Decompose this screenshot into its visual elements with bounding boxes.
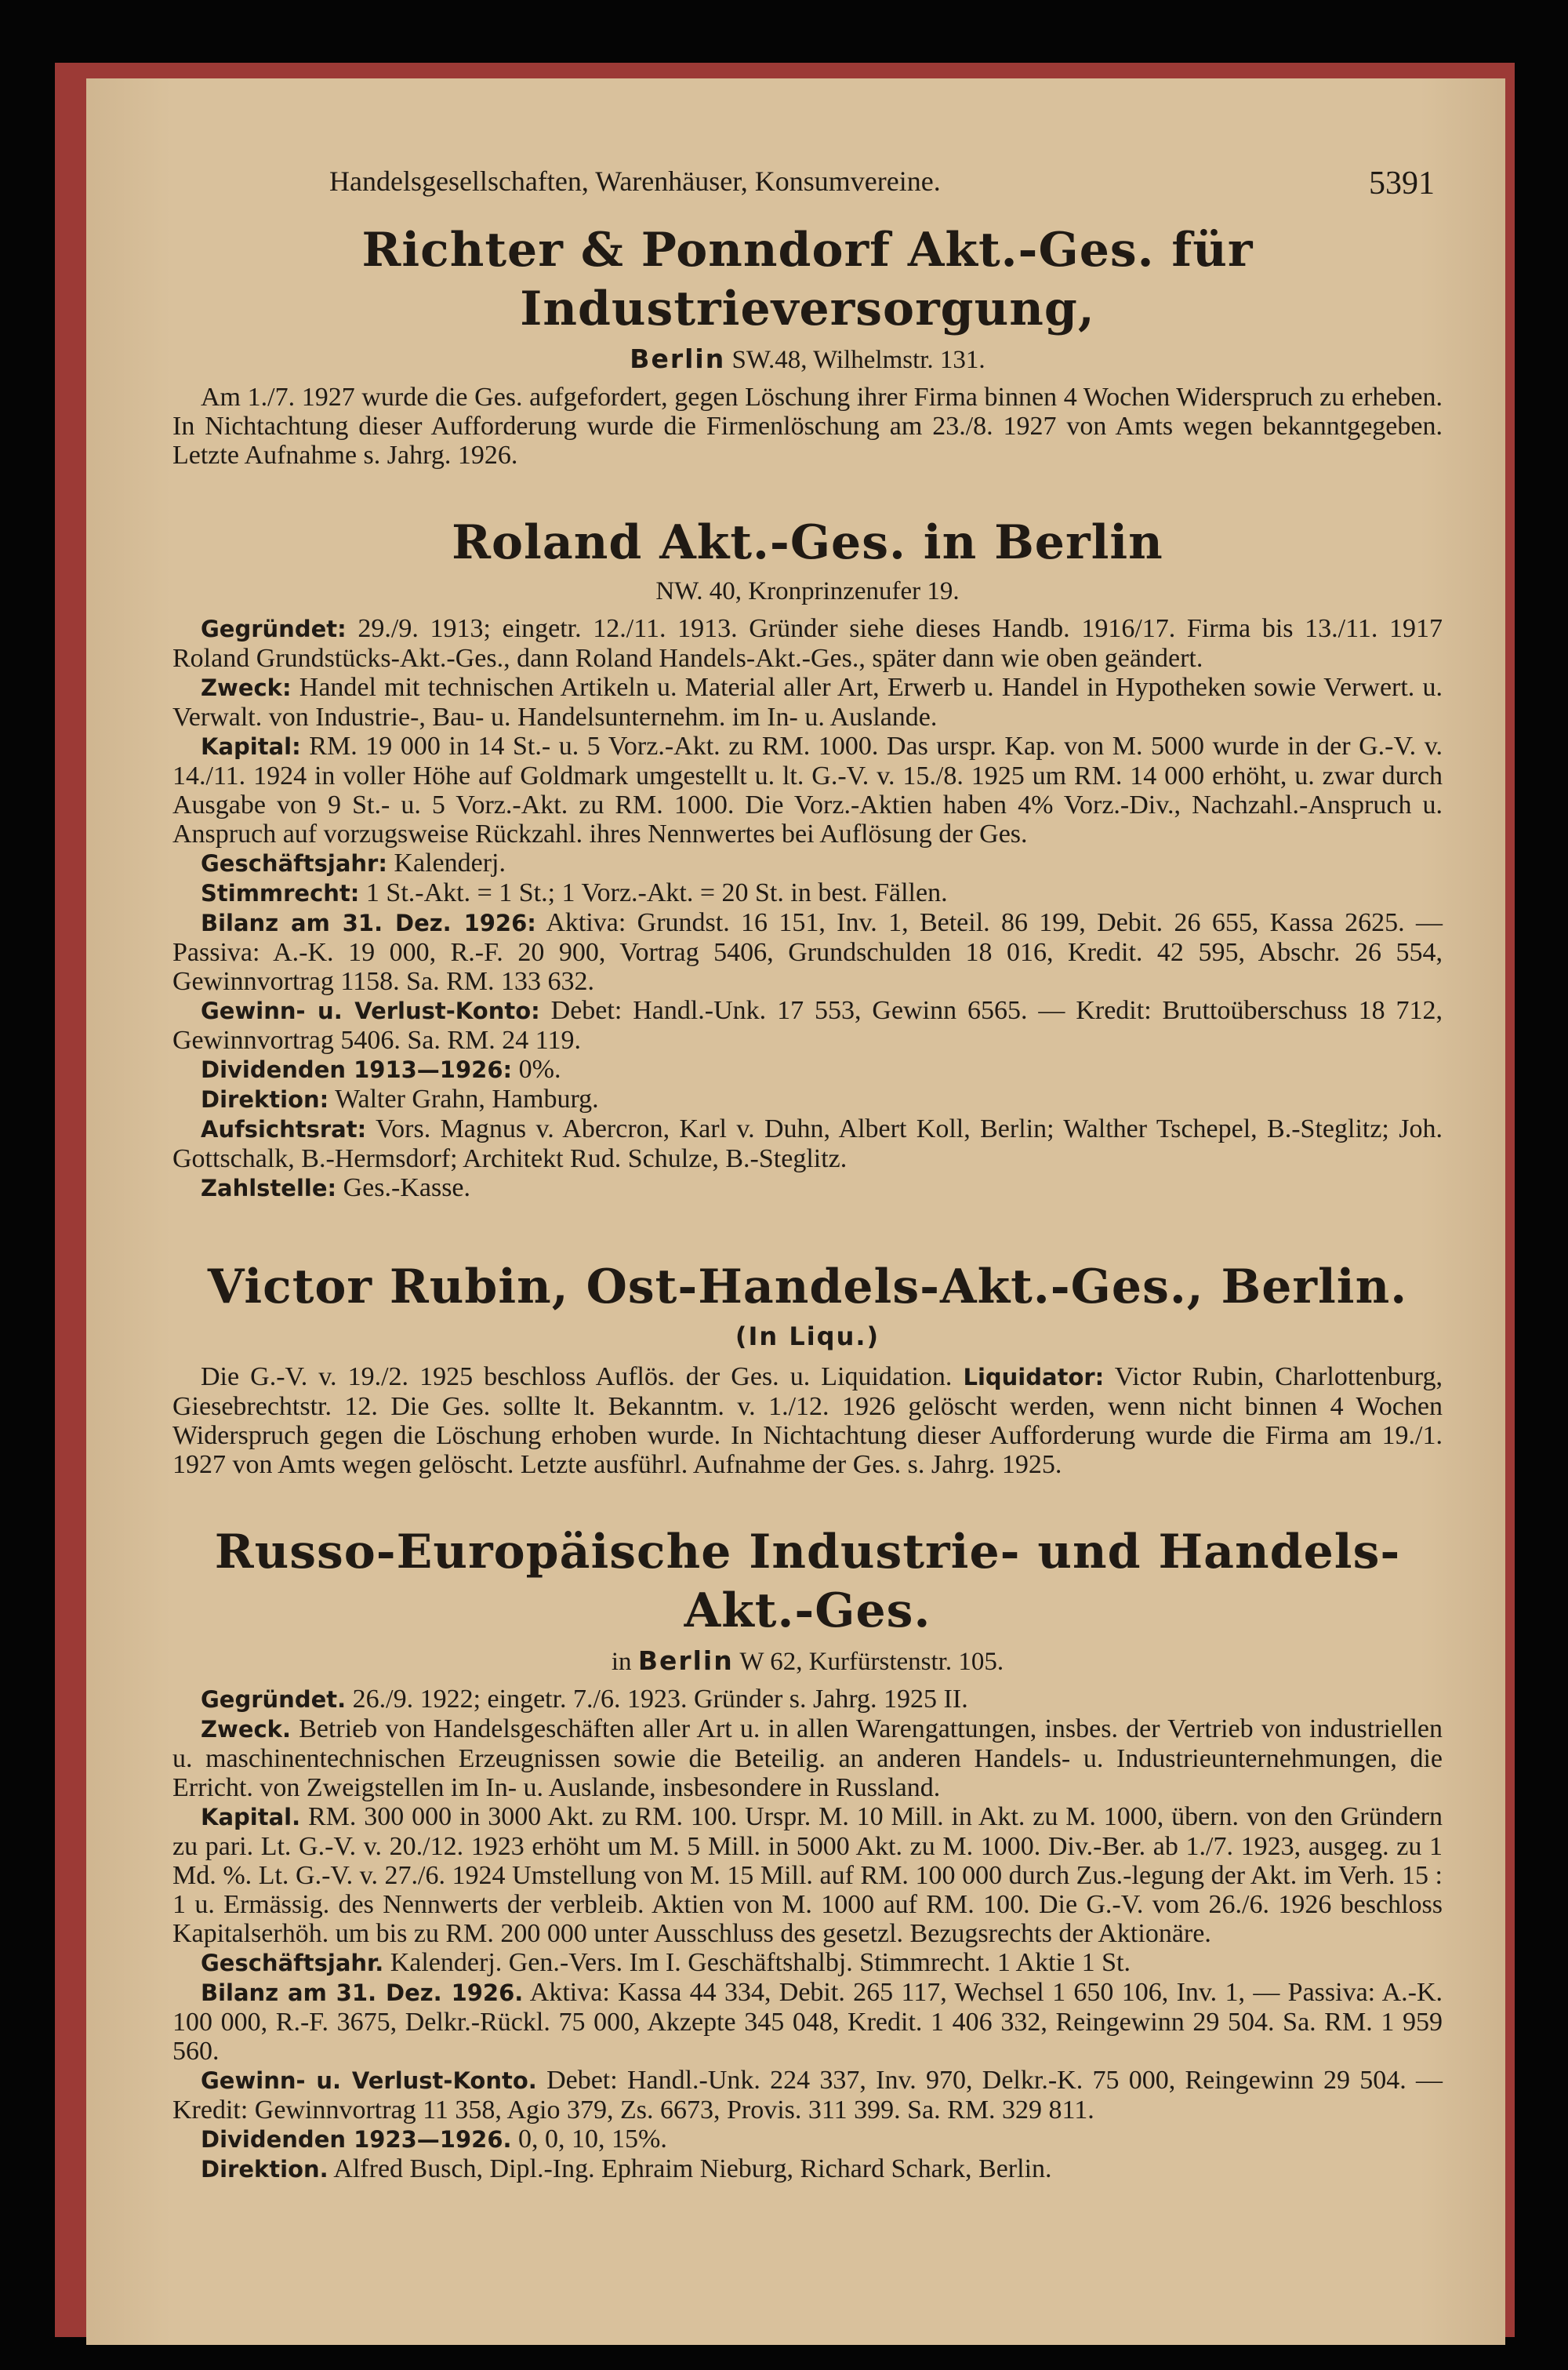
paragraph-key: Direktion. <box>201 2156 328 2183</box>
paragraph-text: 29./9. 1913; eingetr. 12./11. 1913. Gründer siehe dieses Handb. 1916/17. Firma bis 13./11. 1917 Roland Grundstücks-Akt.-Ges., dann Roland Handels-Akt.-Ges., später dann wie oben geändert. <box>172 614 1443 673</box>
paragraph-key: Gewinn- u. Verlust-Konto. <box>201 2067 537 2094</box>
entry-title: Victor Rubin, Ost-Handels-Akt.-Ges., Berlin. <box>207 1260 1408 1314</box>
paragraph-text: Betrieb von Handelsgeschäften aller Art u. in allen Warengattungen, insbes. der Vertrieb von industriellen u. maschinentechnischen Erzeugnissen sowie die Beteilig. an anderen Handels- u. Industrieunternehmungen, die Erricht. von Zweigstellen im In- u. Auslande, insbesondere in Russland. <box>172 1714 1443 1802</box>
paragraph-text: 0, 0, 10, 15%. <box>518 2125 667 2154</box>
paragraph-text: Ges.-Kasse. <box>343 1173 471 1202</box>
paragraph-text: Walter Grahn, Hamburg. <box>335 1085 599 1114</box>
paragraph-key: Gegründet. <box>201 1686 347 1713</box>
paragraph-key: Dividenden 1923—1926. <box>201 2126 512 2153</box>
paragraph-key: Geschäftsjahr. <box>201 1950 384 1976</box>
paragraph-key: Gewinn- u. Verlust-Konto: <box>201 998 540 1024</box>
entry-paragraph <box>172 673 1443 732</box>
paragraph-text: 1 St.-Akt. = 1 St.; 1 Vorz.-Akt. = 20 St. in best. Fällen. <box>365 878 948 907</box>
paragraph-text: Aktiva: Grundst. 16 151, Inv. 1, Beteil. 86 199, Debit. 26 655, Kassa 2625. — Passiva: A.-K. 19 000, R.-F. 20 900, Vortrag 5406, Grundschulden 18 016, Kredit. 42 595, Abschr. 26 554, Gewinnvortrag 1158. Sa. RM. 133 632. <box>172 908 1443 996</box>
text-start: Die G.-V. v. 19./2. 1925 beschloss Auflös. der Ges. u. Liquidation. <box>201 1362 953 1391</box>
entry-paragraph <box>172 1948 1443 1978</box>
entry-address: NW. 40, Kronprinzenufer 19. <box>655 577 960 605</box>
paragraph-key: Bilanz am 31. Dez. 1926. <box>201 1979 524 2006</box>
paragraph-text: Alfred Busch, Dipl.-Ing. Ephraim Nieburg, Richard Schark, Berlin. <box>333 2154 1052 2183</box>
book-page <box>86 78 1505 2345</box>
paragraph-key: Stimmrecht: <box>201 880 360 907</box>
paragraph-key: Kapital. <box>201 1804 301 1830</box>
entry-victor-rubin <box>172 1258 1443 1479</box>
entry-russo-europaeische <box>172 1523 1443 2184</box>
paragraph-key: Direktion: <box>201 1086 329 1113</box>
entry-text: Am 1./7. 1927 wurde die Ges. aufgefordert, gegen Löschung ihrer Firma binnen 4 Wochen Widerspruch zu erheben. In Nichtachtung dieser Aufforderung wurde die Firmenlöschung am 23./8. 1927 von Amts wegen bekanntgegeben. Letzte Aufnahme s. Jahrg. 1926. <box>172 383 1443 470</box>
page-number: 5391 <box>1369 165 1435 202</box>
city-prefix: in <box>611 1648 632 1676</box>
liquidation-status: (In Liqu.) <box>735 1321 880 1351</box>
entry-paragraph <box>172 1085 1443 1114</box>
entry-paragraph <box>172 1114 1443 1173</box>
paragraph-key: Liquidator: <box>963 1364 1105 1390</box>
entry-title: Richter & Ponndorf Akt.-Ges. für Industrieversorgung, <box>361 223 1254 336</box>
entry-paragraph <box>172 1173 1443 1203</box>
entry-street: W 62, Kurfürstenstr. 105. <box>739 1648 1004 1676</box>
paragraph-key: Zahlstelle: <box>201 1175 337 1201</box>
entry-paragraph <box>172 996 1443 1055</box>
paragraph-text: Debet: Handl.-Unk. 17 553, Gewinn 6565. — Kredit: Bruttoüberschuss 18 712, Gewinnvortrag 5406. Sa. RM. 24 119. <box>172 996 1443 1055</box>
entry-title: Roland Akt.-Ges. in Berlin <box>452 515 1163 570</box>
paragraph-key: Geschäftsjahr: <box>201 850 387 877</box>
paragraph-key: Bilanz am 31. Dez. 1926: <box>201 910 536 936</box>
paragraph-key: Zweck: <box>201 674 292 701</box>
paragraph-text: 0%. <box>518 1055 561 1084</box>
entry-paragraph <box>172 908 1443 996</box>
paragraph-key: Gegründet: <box>201 616 347 642</box>
paragraph-key: Zweck. <box>201 1716 291 1743</box>
paragraph-text: Kalenderj. <box>394 849 506 878</box>
entry-paragraph <box>172 849 1443 878</box>
entry-richter-ponndorf <box>172 221 1443 470</box>
paragraph-text: RM. 300 000 in 3000 Akt. zu RM. 100. Urspr. M. 10 Mill. in Akt. zu M. 1000, übern. von den Gründern zu pari. Lt. G.-V. v. 20./12. 1923 erhöht um M. 5 Mill. in 5000 Akt. zu M. 1000. Div.-Ber. ab 1./7. 1923, ausgeg. zu 1 Md. %. Lt. G.-V. v. 27./6. 1924 Umstellung von M. 15 Mill. auf RM. 100 000 durch Zus.-legung der Akt. im Verh. 15 : 1 u. Ermässig. des Nennwerts der verbleib. Aktien von M. 1000 auf RM. 100. Die G.-V. vom 26./6. 1926 beschloss Kapitalserhöh. um bis zu RM. 200 000 unter Ausschluss des gesetzl. Bezugsrechts der Aktionäre. <box>172 1802 1443 1948</box>
entry-address <box>172 344 1443 375</box>
entry-city: Berlin <box>630 344 726 374</box>
entry-city: Berlin <box>637 1645 734 1676</box>
entry-paragraph <box>172 614 1443 673</box>
entry-address <box>172 1645 1443 1677</box>
paragraph-key: Aufsichtsrat: <box>201 1116 367 1143</box>
entry-paragraph <box>172 732 1443 849</box>
entry-paragraph <box>172 2125 1443 2154</box>
entry-paragraph <box>172 1802 1443 1948</box>
paragraph-text: Kalenderj. Gen.-Vers. Im I. Geschäftshalbj. Stimmrecht. 1 Aktie 1 St. <box>390 1948 1131 1977</box>
entry-paragraph <box>172 1055 1443 1085</box>
entry-paragraph <box>172 2154 1443 2184</box>
paragraph-text: Aktiva: Kassa 44 334, Debit. 265 117, Wechsel 1 650 106, Inv. 1, — Passiva: A.-K. 100 000, R.-F. 3675, Delkr.-Rückl. 75 000, Akzepte 345 048, Kredit. 1 406 332, Reingewinn 29 504. Sa. RM. 1 959 560. <box>172 1978 1443 2066</box>
entry-title: Russo-Europäische Industrie- und Handels-Akt.-Ges. <box>214 1525 1401 1638</box>
paragraph-key: Dividenden 1913—1926: <box>201 1056 513 1083</box>
entry-paragraph <box>172 1685 1443 1714</box>
paragraph-key: Kapital: <box>201 733 301 760</box>
text-end: Victor Rubin, Charlottenburg, Giesebrechtstr. 12. Die Ges. sollte lt. Bekanntm. v. 1./12. 1926 gelöscht werden, wenn nicht binnen 4 Wochen Widerspruch gegen die Löschung erhoben wurde. In Nichtachtung dieser Aufforderung wurde die Firma am 19./1. 1927 von Amts wegen gelöscht. Letzte ausführl. Aufnahme der Ges. s. Jahrg. 1925. <box>172 1362 1443 1479</box>
paragraph-text: Vors. Magnus v. Abercron, Karl v. Duhn, Albert Koll, Berlin; Walther Tschepel, B.-Steglitz; Joh. Gottschalk, B.-Hermsdorf; Architekt Rud. Schulze, B.-Steglitz. <box>172 1114 1443 1173</box>
paragraph-text: 26./9. 1922; eingetr. 7./6. 1923. Gründer s. Jahrg. 1925 II. <box>352 1685 968 1714</box>
entry-paragraph <box>172 1714 1443 1802</box>
entry-paragraph <box>172 878 1443 908</box>
page-content <box>172 155 1443 2184</box>
entry-street: SW.48, Wilhelmstr. 131. <box>731 346 985 374</box>
paragraph-text: RM. 19 000 in 14 St.- u. 5 Vorz.-Akt. zu RM. 1000. Das urspr. Kap. von M. 5000 wurde in der G.-V. v. 14./11. 1924 in voller Höhe auf Goldmark umgestellt u. lt. G.-V. v. 15./8. 1925 um RM. 14 000 erhöht, u. zwar durch Ausgabe von 9 St.- u. 5 Vorz.-Akt. zu RM. 1000. Die Vorz.-Aktien haben 4% Vorz.-Div., Nachzahl.-Anspruch u. Anspruch auf vorzugsweise Rückzahl. ihres Nennwertes bei Auflösung der Ges. <box>172 732 1443 849</box>
entry-text <box>172 1362 1443 1479</box>
running-title: Handelsgesellschaften, Warenhäuser, Konsumvereine. <box>329 165 941 197</box>
paragraph-text: Debet: Handl.-Unk. 224 337, Inv. 970, Delkr.-K. 75 000, Reingewinn 29 504. — Kredit: Gewinnvortrag 11 358, Agio 379, Zs. 6673, Provis. 311 399. Sa. RM. 329 811. <box>172 2066 1443 2125</box>
paragraph-text: Handel mit technischen Artikeln u. Material aller Art, Erwerb u. Handel in Hypotheken sowie Verwert. u. Verwalt. von Industrie-, Bau- u. Handelsunternehm. im In- u. Auslande. <box>172 673 1443 732</box>
entry-paragraph <box>172 2066 1443 2125</box>
entry-roland <box>172 514 1443 1203</box>
page-header <box>172 155 1443 213</box>
entry-paragraph <box>172 1978 1443 2066</box>
